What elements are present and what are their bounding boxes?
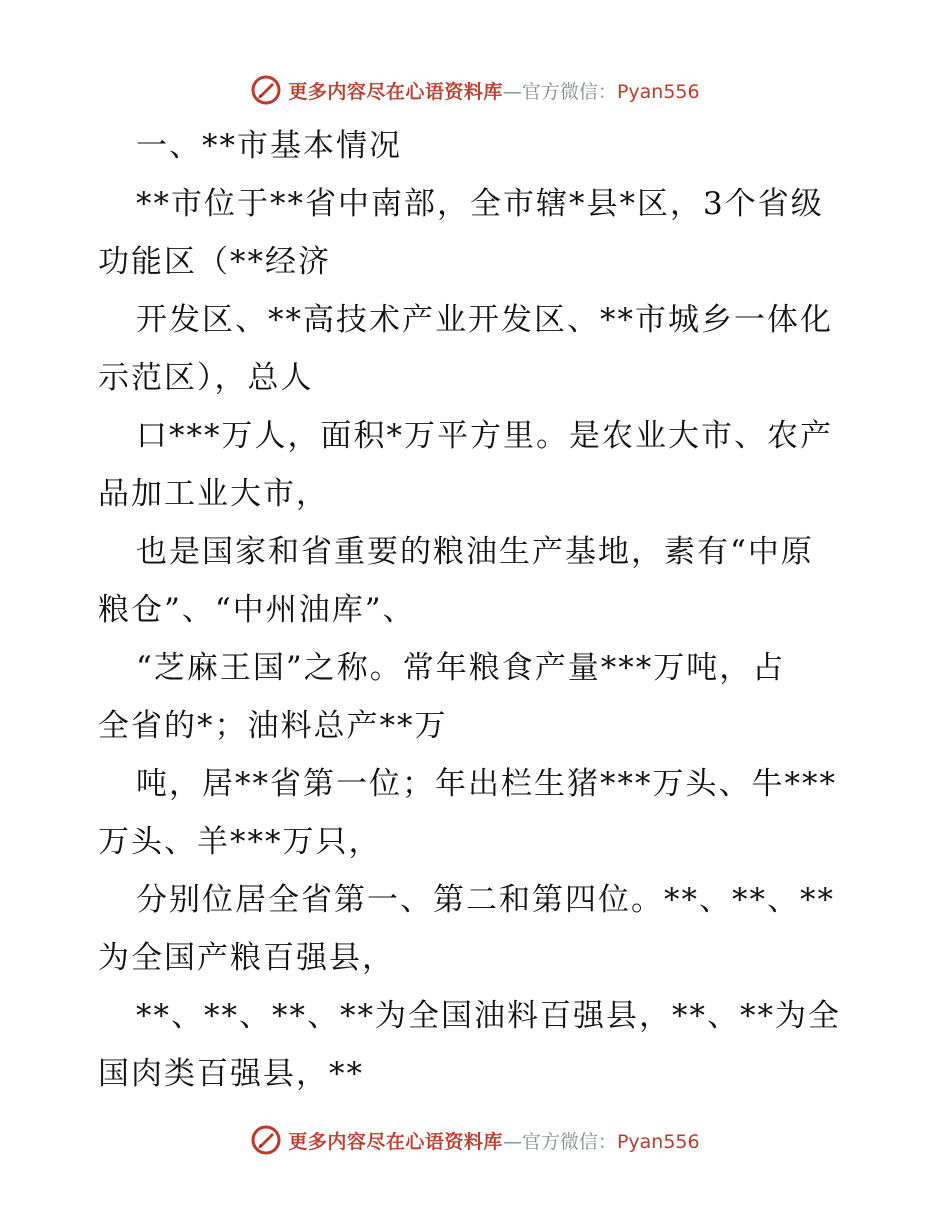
header-watermark <box>0 72 950 108</box>
paragraph-line: 品加工业大市， <box>98 476 329 512</box>
paragraph-line: 万头、羊***万只， <box>98 824 382 860</box>
paragraph-line: “芝麻王国”之称。常年粮食产量***万吨，占 <box>136 650 786 686</box>
paragraph-line: **市位于**省中南部，全市辖*县*区，3个省级 <box>136 186 824 222</box>
paragraph-line: 国肉类百强县，** <box>98 1056 364 1092</box>
watermark-text <box>288 1127 699 1154</box>
paragraph-line: 吨，居**省第一位；年出栏生猪***万头、牛*** <box>136 766 837 802</box>
watermark-brand: 更多内容尽在心语资料库 <box>288 80 503 103</box>
quill-seal-icon <box>250 1124 282 1156</box>
paragraph-line: 为全国产粮百强县， <box>98 940 395 976</box>
watermark-separator: — <box>502 1130 522 1153</box>
document-body <box>98 117 858 1103</box>
watermark-wechat-id: Pyan556 <box>616 1130 700 1153</box>
section-heading: 一、**市基本情况 <box>136 128 402 164</box>
paragraph-line: 示范区），总人 <box>98 360 314 396</box>
watermark-separator: — <box>502 80 522 103</box>
paragraph-line: 开发区、**高技术产业开发区、**市城乡一体化 <box>136 302 833 338</box>
quill-seal-icon <box>250 74 282 106</box>
paragraph-line: 功能区（**经济 <box>98 244 331 280</box>
watermark-wechat-id: Pyan556 <box>616 80 700 103</box>
watermark-text <box>288 77 699 104</box>
watermark-wechat-label: 官方微信： <box>521 1130 617 1153</box>
watermark-brand: 更多内容尽在心语资料库 <box>288 1130 503 1153</box>
paragraph-line: 分别位居全省第一、第二和第四位。**、**、** <box>136 882 835 918</box>
footer-watermark <box>0 1122 950 1158</box>
paragraph-line: **、**、**、**为全国油料百强县，**、**为全 <box>136 998 841 1034</box>
paragraph-line: 也是国家和省重要的粮油生产基地，素有“中原 <box>136 534 814 570</box>
paragraph-line: 全省的*；油料总产**万 <box>98 708 448 744</box>
paragraph-line: 粮仓”、“中州油库”、 <box>98 592 416 628</box>
paragraph-line: 口***万人，面积*万平方里。是农业大市、农产 <box>136 418 833 454</box>
watermark-wechat-label: 官方微信： <box>521 80 617 103</box>
